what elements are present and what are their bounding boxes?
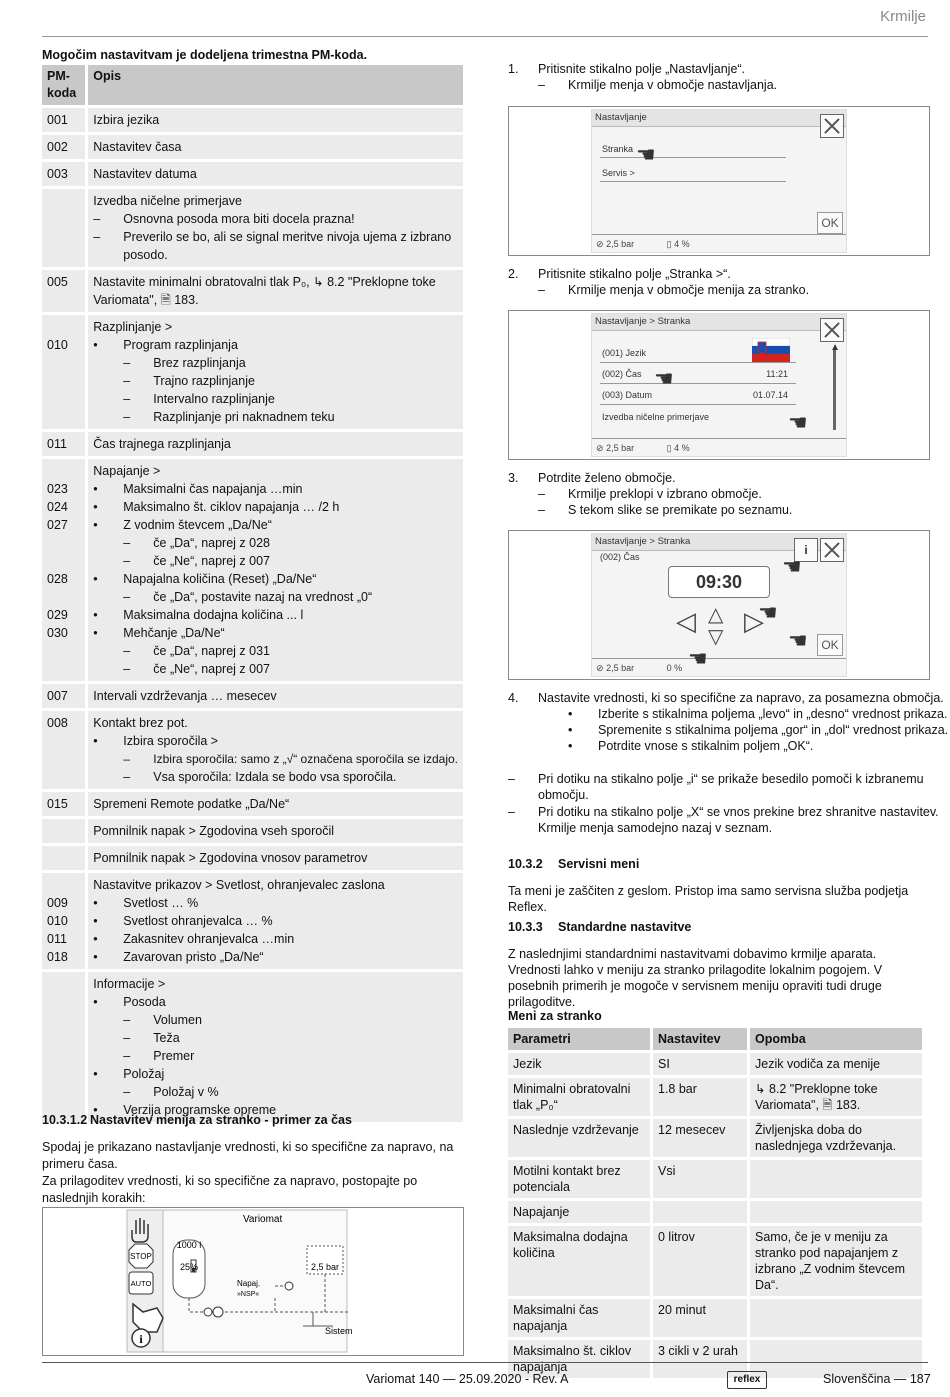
table-row: Izvedba ničelne primerjave – Osnovna posoda mora biti docela prazna! – Preverilo se bo, ali se signal meritve nivoja ujema z izbrano posodo. (42, 189, 463, 267)
table-row: 005 Nastavite minimalni obratovalni tlak P₀, ↳ 8.2 "Preklopne toke Variomata", 🗎 183. (42, 270, 463, 312)
section-heading-10312: 10.3.1.2 Nastavitev menija za stranko - primer za čas (42, 1113, 352, 1127)
menu-item-datum[interactable]: (003) Datum (602, 390, 653, 400)
table-row: Maksimalna dodajna količina 0 litrov Samo, če je v meniju za stranko pod napajanjem z izbrano „Z vodnim števcem Da“. (508, 1226, 922, 1296)
pointing-hand-icon: ☚ (654, 366, 674, 391)
footer-page: Slovenščina — 187 (823, 1372, 931, 1386)
table-row: Minimalni obratovalni tlak „P₀“ 1.8 bar ↳ 8.2 "Preklopne toke Variomata", 🗎 183. (508, 1078, 922, 1116)
pm-head-code: PM- koda (42, 65, 88, 105)
reflex-logo: reflex (727, 1371, 767, 1389)
table-row: 010 Razplinjanje > • Program razplinjanja – Brez razplinjanja – Trajno razplinjanje – Intervalno razplinjanje – Razplinjanje pri naknadnem teku (42, 315, 463, 429)
paragraph: Z naslednjimi standardnimi nastavitvami dobavimo krmilje aparata. Vrednosti lahko v meniju za stranko prilagodite lokalnim pogojem. V posebnih primerih je mogoče v servisnem meniju opraviti tudi druge prilagoditve. (508, 947, 883, 1009)
variomat-title: Variomat (243, 1214, 283, 1225)
gauge-icon: ⊘ (596, 663, 604, 673)
pointing-hand-icon: ☚ (636, 142, 656, 167)
pointing-hand-icon: ☚ (788, 410, 808, 435)
step-2: 2. Pritisnite stikalno polje „Stranka >“. – Krmilje menja v območje menija za stranko. (508, 267, 810, 297)
table-row: 001 Izbira jezika (42, 108, 463, 132)
svg-text:i: i (139, 1332, 143, 1346)
step-3: 3. Potrdite želeno območje. – Krmilje preklopi v izbrano območje. – S tekom slike se premikate po seznamu. (508, 471, 793, 517)
arrow-left-icon[interactable]: ◁ (676, 606, 696, 636)
level-icon: ▯ (666, 239, 672, 249)
section-heading-1032: 10.3.2 Servisni meni (508, 857, 640, 871)
ok-button[interactable]: OK (817, 212, 843, 234)
close-icon[interactable] (820, 114, 844, 138)
pointing-hand-icon: ☚ (788, 628, 808, 653)
table-row: 008 Kontakt brez pot. • Izbira sporočila > – Izbira sporočila: samo z „√“ označena sporočila se izdajo. – Vsa sporočila: Izdala se bodo vsa sporočila. (42, 711, 463, 789)
screen-title: Nastavljanje > Stranka (592, 314, 846, 331)
table-row: 003 Nastavitev datuma (42, 162, 463, 186)
pointing-hand-icon: ☚ (758, 600, 778, 625)
table-row: Pomnilnik napak > Zgodovina vnosov parametrov (42, 846, 463, 870)
info-button[interactable]: i (794, 538, 818, 562)
header-rule (42, 36, 928, 37)
table-header: Parametri Nastavitev Opomba (508, 1028, 922, 1050)
screen-title: Nastavljanje > Stranka (592, 534, 846, 551)
svg-text:Napaj.: Napaj. (237, 1279, 261, 1288)
close-icon[interactable] (820, 538, 844, 562)
footer-rule (42, 1362, 928, 1363)
table-row: Maksimalno št. ciklov napajanja 3 cikli v 2 urah (508, 1340, 922, 1378)
screen-customer-menu: Nastavljanje > Stranka (001) Jezik (002) Čas 11:21 (003) Datum 01.07.14 Izvedba ničelne primerjave ▲ ⊘ 2,5 bar ▯ 4 % ☚ ☚ (508, 310, 930, 460)
status-bar: ⊘ 2,5 bar 0 % (596, 663, 683, 673)
status-bar: ⊘ 2,5 bar ▯ 4 % (596, 443, 690, 453)
note-cancel: – Pri dotiku na stikalno polje „X“ se vnos prekine brez shranitve nastavitev. Krmilje menja samodejno nazaj v seznam. (508, 805, 939, 835)
pm-intro: Mogočim nastavitvam je dodeljena trimestna PM-koda. (42, 48, 368, 62)
paragraph: Za prilagoditev vrednosti, ki so specifične za napravo, postopajte po naslednjih korakih: (42, 1174, 418, 1205)
header-title: Krmilje (880, 8, 926, 25)
arrow-right-icon[interactable]: ▷ (744, 606, 764, 636)
scroll-up-icon[interactable]: ▲ (830, 342, 840, 353)
table-row: 023 024 027 028 029 030 Napajanje > • Maksimalni čas napajanja …min • Maksimalno št. ciklov napajanja … /2 h • Z vodnim števcem „Da/Ne“ – če „Da“, naprej z 028 – če „Ne“, naprej z 007 • Napajalna količina (Reset) „Da/Ne“ – če „Da“, postavite nazaj na vrednost „0“ • Maksimalna dodajna količina ... l • Mehčanje „Da/Ne“ – če „Da“, naprej z 031 – če „Ne“, naprej z 007 (42, 459, 463, 681)
table-row: 002 Nastavitev časa (42, 135, 463, 159)
paragraph: Ta meni je zaščiten z geslom. Pristop ima samo servisna služba podjetja Reflex. (508, 884, 909, 914)
status-bar: ⊘ 2,5 bar ▯ 4 % (596, 239, 690, 249)
svg-text:2,5 bar: 2,5 bar (310, 1262, 340, 1272)
svg-text:AUTO: AUTO (130, 1279, 152, 1288)
valve-icon (285, 1282, 293, 1290)
pointing-hand-icon: ☚ (688, 646, 708, 671)
table-row: 011 Čas trajnega razplinjanja (42, 432, 463, 456)
table-row: 007 Intervali vzdrževanja … mesecev (42, 684, 463, 708)
variomat-screen-figure (42, 1207, 464, 1356)
paragraph: Spodaj je prikazano nastavljanje vrednosti, ki so specifične za napravo, na primeru časa. (42, 1140, 454, 1171)
menu-item-cas[interactable]: (002) Čas (602, 369, 642, 379)
auto-button[interactable] (129, 1272, 153, 1294)
svg-text:»NSP«: »NSP« (237, 1291, 260, 1298)
pm-head-desc: Opis (88, 65, 463, 105)
table-row: 015 Spremeni Remote podatke „Da/Ne“ (42, 792, 463, 816)
table-row: Napajanje (508, 1201, 922, 1223)
table-row: Motilni kontakt brez potenciala Vsi (508, 1160, 922, 1198)
gauge-icon: ⊘ (596, 239, 604, 249)
svg-text:1000 l: 1000 l (176, 1240, 202, 1250)
menu-item-stranka[interactable]: Stranka (602, 144, 634, 154)
stop-button[interactable] (129, 1244, 153, 1268)
slovenian-flag-icon (752, 338, 790, 362)
note-info: – Pri dotiku na stikalno polje „i“ se prikaže besedilo pomoči k izbranemu območju. (508, 772, 924, 802)
close-icon[interactable] (820, 318, 844, 342)
table-row: Naslednje vzdrževanje 12 mesecev Življenjska doba do naslednjega vzdrževanja. (508, 1119, 922, 1157)
table-row: 009 010 011 018 Nastavitve prikazov > Svetlost, ohranjevalec zaslona • Svetlost … % • Svetlost ohranjevalca … % • Zakasnitev ohranjevalca …min • Zavarovan pristo „Da/Ne“ (42, 873, 463, 969)
table-row: Maksimalni čas napajanja 20 minut (508, 1299, 922, 1337)
menu-item-jezik[interactable]: (001) Jezik (602, 348, 647, 358)
level-icon: ▯ (666, 443, 672, 453)
pointing-hand-icon: ☚ (782, 554, 802, 579)
menu-item-nicelna[interactable]: Izvedba ničelne primerjave (602, 412, 710, 422)
svg-text:25%: 25% (179, 1262, 199, 1272)
menu-item-servis[interactable]: Servis > (602, 168, 635, 178)
screen-time-edit: Nastavljanje > Stranka (002) Čas i 09:30 ◁ △ ▽ ▷ OK ⊘ 2,5 bar 0 % ☚ ☚ ☚ ☚ (508, 530, 930, 680)
table-row: Pomnilnik napak > Zgodovina vseh sporočil (42, 819, 463, 843)
arrow-up-icon[interactable]: △ (708, 604, 724, 626)
table-row: Jezik SI Jezik vodiča za menije (508, 1053, 922, 1075)
info-icon[interactable] (132, 1329, 150, 1347)
footer-doc: Variomat 140 — 25.09.2020 - Rev. A (366, 1372, 569, 1386)
arrow-down-icon[interactable]: ▽ (708, 626, 724, 648)
pm-code-section (42, 48, 463, 1125)
variomat-diagram (43, 1208, 463, 1355)
step-4: 4. Nastavite vrednosti, ki so specifične za napravo, za posamezna območja. • Izberite s stikalnima poljema „levo“ in „desno“ vrednost prikaza. • Spremenite s stikalnima poljema „gor“ in „dol“ vrednost prikaza. • Potrdite vnose s stikalnim poljem „OK“. (508, 691, 949, 753)
section-heading-1033: 10.3.3 Standardne nastavitve (508, 920, 692, 934)
svg-text:Sistem: Sistem (325, 1326, 353, 1336)
pm-table-header (42, 65, 463, 105)
time-display: 09:30 (668, 566, 770, 598)
step-1: 1. Pritisnite stikalno polje „Nastavljanje“. – Krmilje menja v območje nastavljanja. (508, 62, 778, 92)
screen-settings (508, 106, 930, 256)
scrollbar[interactable] (833, 348, 836, 430)
screen-title: Nastavljanje (592, 110, 846, 127)
customer-menu-table (505, 1025, 925, 1381)
table-title: Meni za stranko (508, 1009, 602, 1023)
gauge-icon: ⊘ (596, 443, 604, 453)
pm-code-table (42, 62, 463, 1125)
svg-text:STOP: STOP (130, 1252, 152, 1261)
ok-button[interactable]: OK (817, 634, 843, 656)
table-row: Informacije > • Posoda – Volumen – Teža – Premer • Položaj – Položaj v % • Verzija programske opreme (42, 972, 463, 1122)
